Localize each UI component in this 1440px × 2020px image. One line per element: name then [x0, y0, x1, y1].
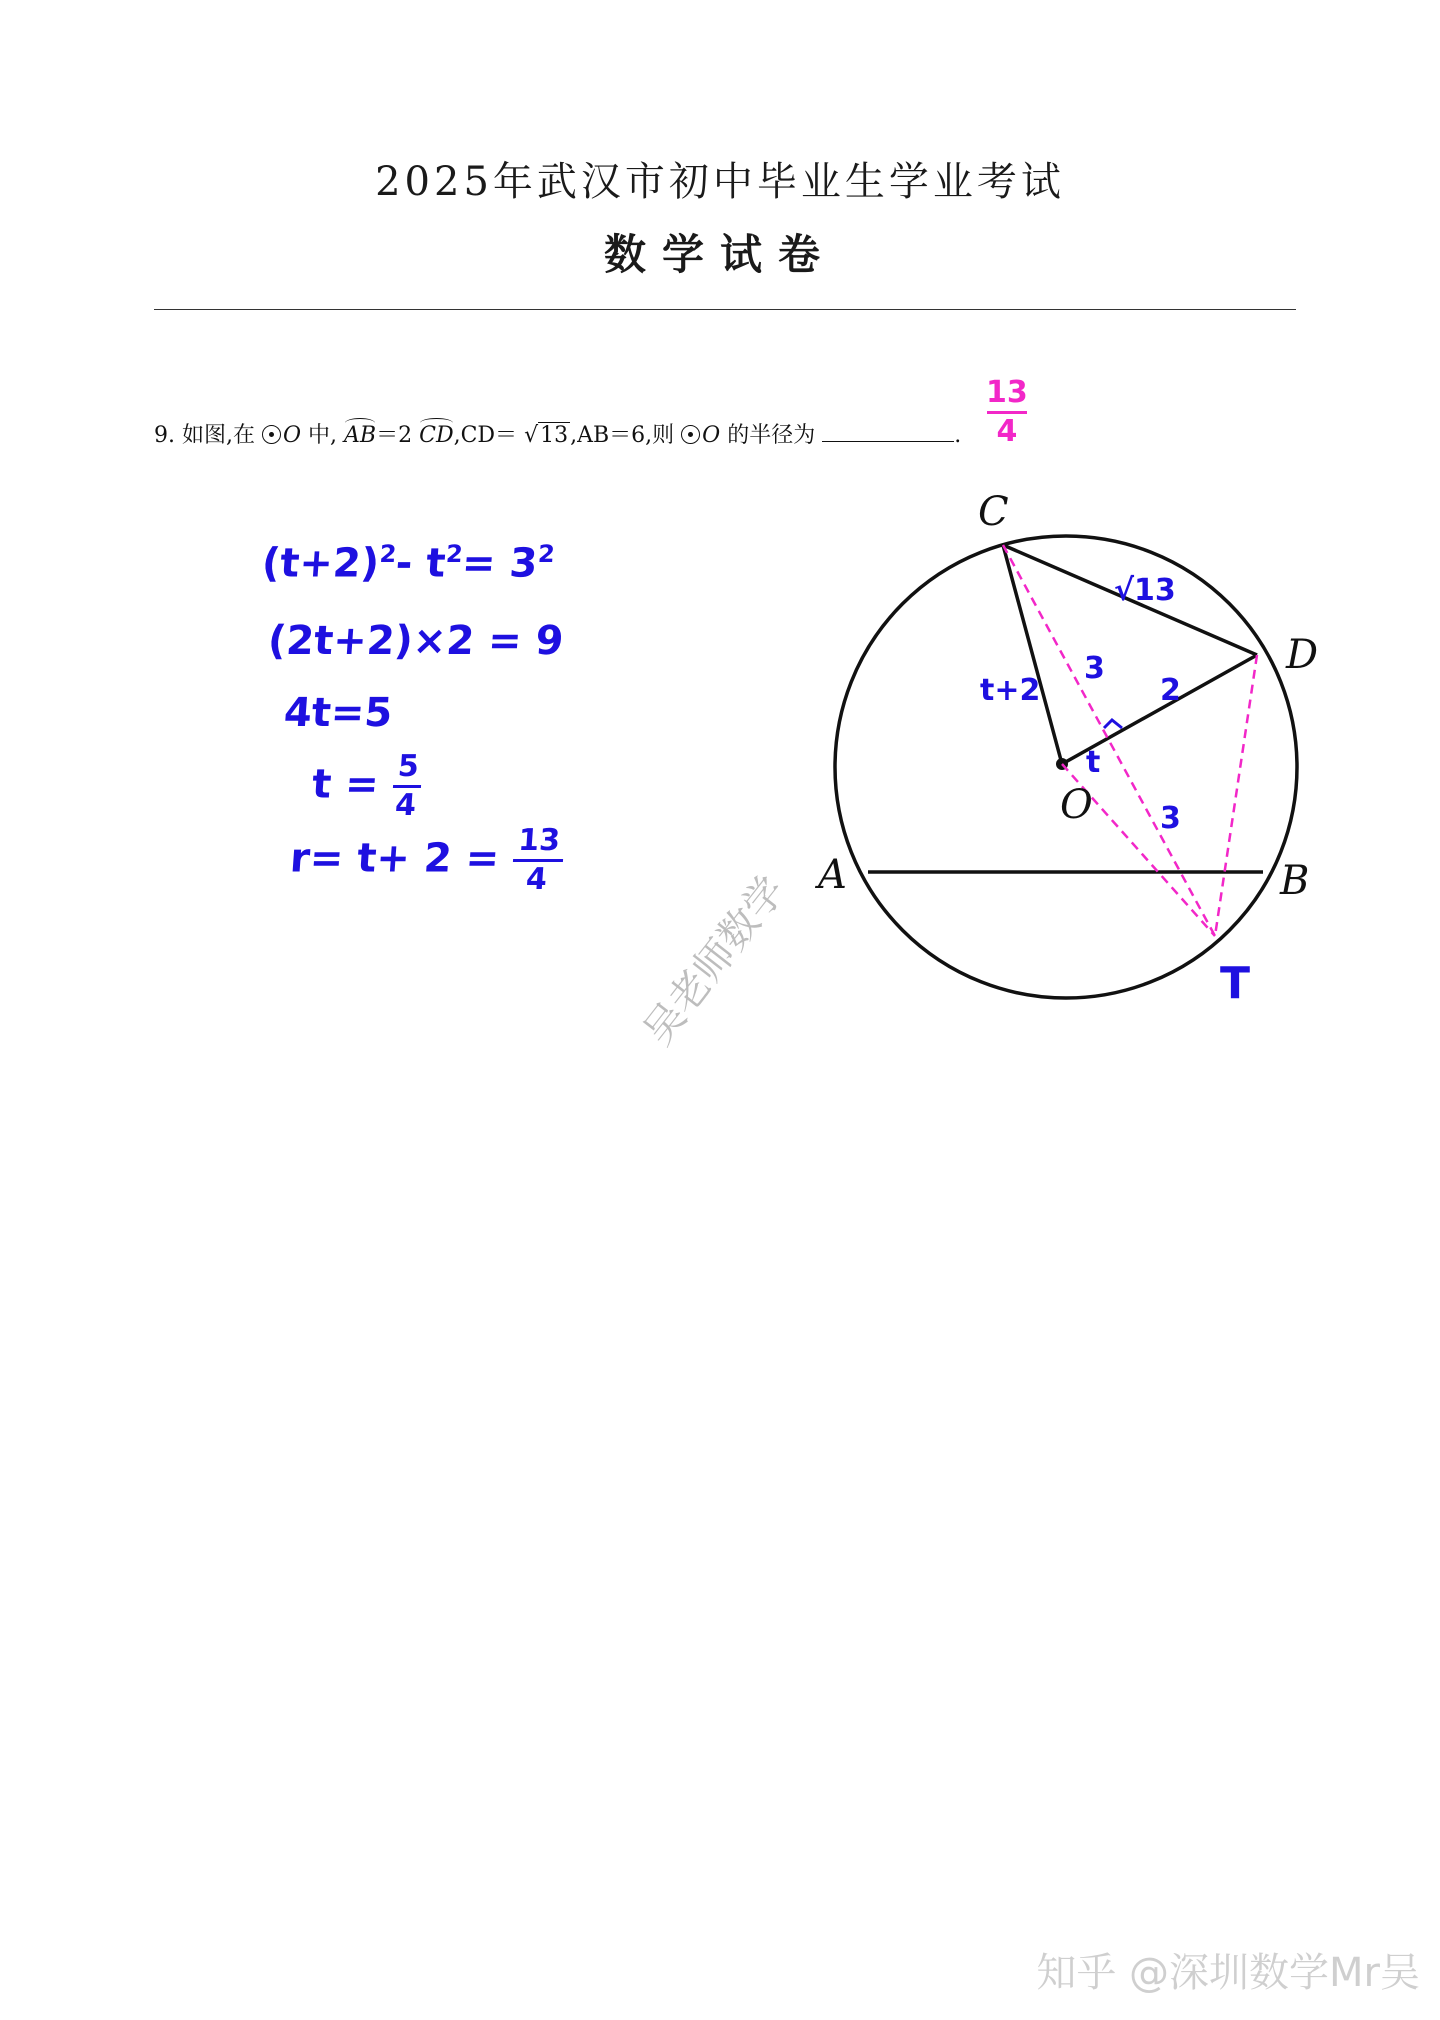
label-sqrt13: √13: [1114, 573, 1176, 608]
question-number: 9.: [154, 423, 175, 448]
brand-watermark: 知乎 @深圳数学Mr吴: [1036, 1950, 1420, 1996]
circle-name-2: O: [702, 423, 721, 448]
circle-name: O: [283, 423, 302, 448]
label-o: O: [1060, 782, 1093, 828]
label-t: T: [1220, 958, 1251, 1009]
frac-13-den: 4: [524, 862, 549, 897]
question-ab-label: ,AB＝6,则: [570, 423, 675, 448]
label-a: A: [818, 852, 847, 898]
watermark-text: 吴老师数学: [635, 867, 795, 1054]
segment-co: [1003, 545, 1062, 764]
arc-cd: CD: [419, 423, 454, 448]
answer-numerator: 13: [986, 375, 1028, 410]
label-b: B: [1280, 858, 1310, 904]
question-lead: 如图,在: [182, 423, 255, 448]
label-three-b: 3: [1160, 801, 1181, 836]
label-two: 2: [1160, 673, 1181, 708]
solution-line-5-lhs: r= t+ 2 =: [288, 835, 501, 882]
solution-line-1-exp2: 2: [445, 540, 464, 568]
question-end: .: [954, 423, 962, 448]
right-angle-mark: [1104, 720, 1122, 728]
question-cd-label: ,CD＝: [453, 423, 518, 448]
answer-denominator: 4: [996, 414, 1018, 449]
label-t-small: t: [1086, 745, 1101, 780]
solution-line-4-lhs: t =: [310, 761, 381, 808]
subject-title: 数学试卷: [603, 230, 836, 279]
label-d: D: [1286, 632, 1319, 678]
solution-line-1-exp3: 2: [537, 540, 556, 568]
label-t-plus-2: t+2: [980, 673, 1041, 708]
arc-ab: AB: [344, 423, 377, 448]
question-eq1: ＝2: [376, 423, 413, 448]
solution-line-1-exp: 2: [378, 540, 398, 568]
solution-line-1c: = 3: [460, 540, 539, 587]
solution-line-1a: (t+2): [260, 540, 381, 587]
frac-13-num: 13: [513, 826, 565, 862]
dashed-ct: [1003, 545, 1215, 936]
solution-line-1b: - t: [394, 540, 447, 587]
label-three-a: 3: [1084, 651, 1105, 686]
dashed-dt: [1215, 655, 1257, 936]
sqrt-radicand: 13: [540, 423, 569, 448]
question-tail: 的半径为: [727, 423, 816, 448]
question-mid: 中,: [308, 423, 338, 448]
solution-line-2: (2t+2)×2 = 9: [266, 618, 566, 664]
frac-5-num: 5: [392, 752, 423, 788]
sqrt-13: √13: [524, 423, 569, 448]
label-c: C: [978, 489, 1009, 535]
solution-line-3: 4t=5: [282, 690, 394, 736]
exam-title: 2025年武汉市初中毕业生学业考试: [375, 159, 1065, 205]
frac-5-den: 4: [393, 788, 418, 823]
